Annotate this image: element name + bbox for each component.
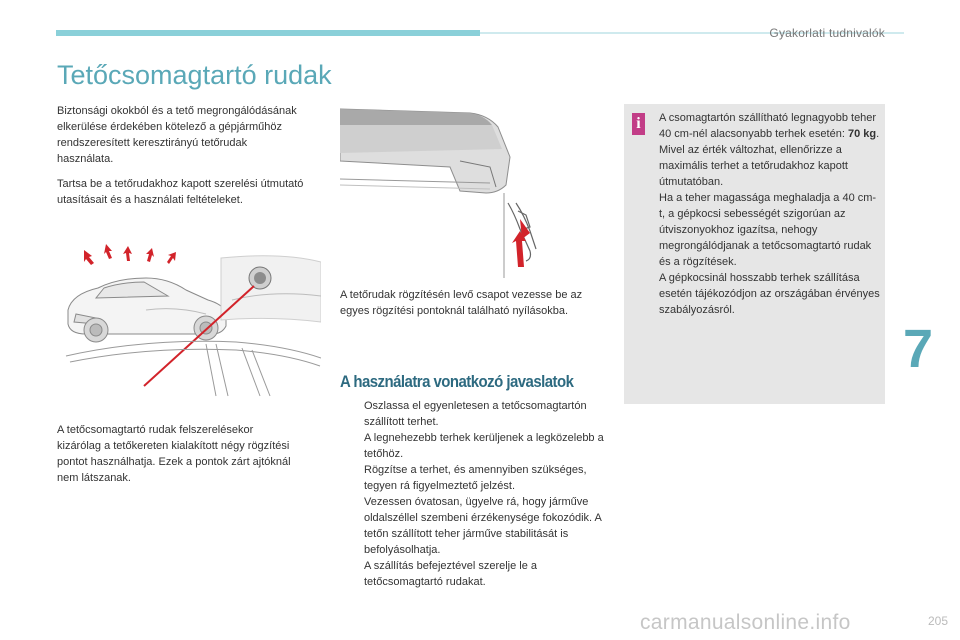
chapter-title: Gyakorlati tudnivalók [769, 26, 885, 40]
page-number: 205 [927, 614, 948, 628]
list-item: Rögzítse a terhet, és amennyiben szükséges, tegyen rá figyelmeztető jelzést. [364, 464, 587, 492]
max-load-value: 70 kg [847, 128, 877, 140]
info-icon: i [632, 113, 645, 135]
intro-paragraph-1: Biztonsági okokból és a tető megrongálódásának elkerülése érdekében kötelező a gépjárműhöz rendszeresített keresztirányú tetőrudak használata. [57, 105, 297, 165]
roof-rail-outline [66, 341, 321, 396]
list-item: A szállítás befejeztével szerelje le a tetőcsomagtartó rudakat. [364, 560, 538, 588]
intro-paragraph-2: Tartsa be a tetőrudakhoz kapott szerelési útmutató utasításait és a használati feltételeket. [57, 178, 304, 206]
red-arrows-icon [84, 244, 176, 265]
chapter-number: 7 [903, 319, 934, 379]
watermark: carmanualsonline.info [640, 611, 851, 634]
roof-bar-mounting-figure [340, 103, 550, 278]
info-paragraph-4: A gépkocsinál hosszabb terhek szállítása esetén tájékozódjon az országában érvényes szabályozásról. [659, 272, 880, 316]
figure-left-caption: A tetőcsomagtartó rudak felszerelésekor kizárólag a tetőkereten kialakított négy rögzítési pontot használhatja. Ezek a pontok zárt ajtóknál nem látszanak. [57, 424, 291, 484]
list-item: Vezessen óvatosan, ügyelve rá, hogy járműve oldalszéllel szembeni érzékenysége fokozódik. A tetőn szállított teher járműve stabilitását is befolyásolhatja. [364, 496, 602, 556]
info-paragraph-2: Mivel az érték változhat, ellenőrizze a maximális terhet a tetőrudakhoz kapott útmutatóban. [659, 144, 848, 188]
page-title: Tetőcsomagtartó rudak [57, 60, 332, 90]
info-paragraph-3: Ha a teher magassága meghaladja a 40 cm-t, a gépkocsi sebességét szigorúan az útviszonyokhoz igazítsa, nehogy megrongálódjanak a tetőcsomagtartó rudak és a rögzítések. [659, 192, 877, 268]
info-text: A csomagtartón szállítható legnagyobb teher 40 cm-nél alacsonyabb terhek esetén: 70 kg. Mivel az érték változhat, ellenőrizze a maximális terhet a tetőrudakhoz kapott útmutatóban. Ha a teher magassága meghaladja a 40 cm-t, a gépkocsi sebességét szigorúan az útviszonyokhoz igazítsa, nehogy megrongálódjanak a tetőcsomagtartó rudak és a rögzítések. A gépkocsinál hosszabb terhek szállítása esetén tájékozódjon az országában érvényes szabályozásról. [659, 112, 880, 316]
header-accent-bar [56, 30, 480, 36]
list-item: A legnehezebb terhek kerüljenek a legközelebb a tetőhöz. [364, 432, 604, 460]
usage-list [340, 398, 610, 590]
list-item: Oszlassa el egyenletesen a tetőcsomagtartón szállított terhet. [364, 400, 587, 428]
usage-section-title: A használatra vonatkozó javaslatok [340, 372, 574, 391]
fixing-point-zoom [221, 256, 321, 322]
roof-fixing-points-figure [56, 238, 321, 398]
figure-middle-caption: A tetőrudak rögzítésén levő csapot vezesse be az egyes rögzítési pontoknál található nyílásokba. [340, 289, 583, 317]
